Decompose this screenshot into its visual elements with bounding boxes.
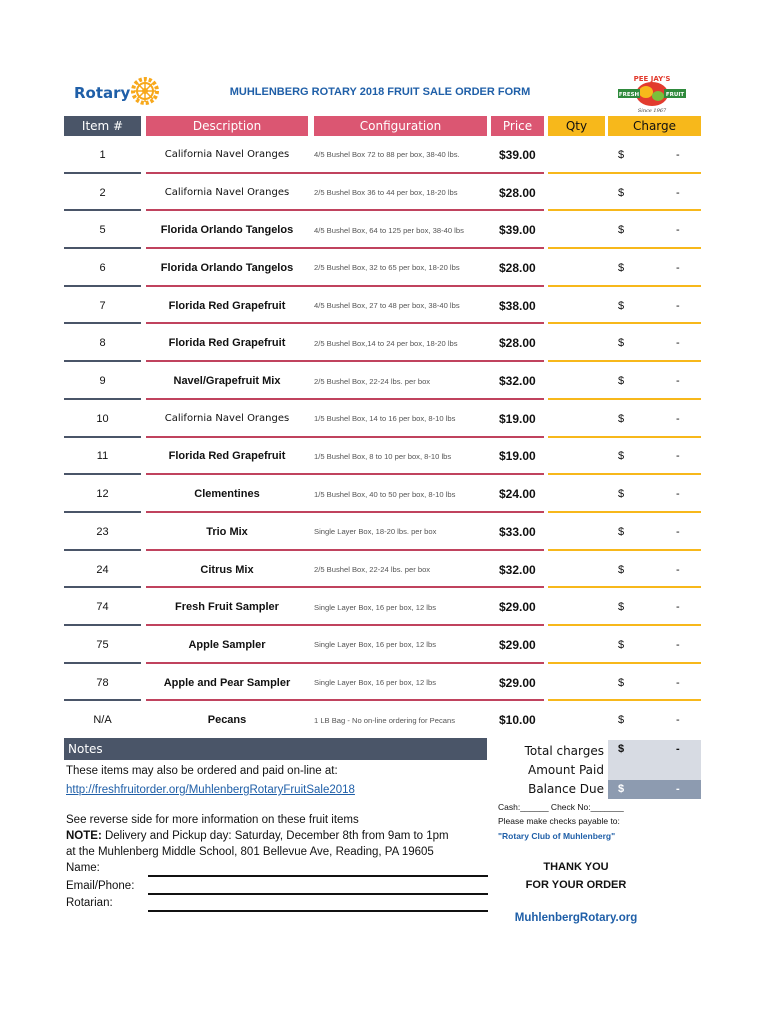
- qty-field[interactable]: [548, 664, 605, 702]
- pickup-location: at the Muhlenberg Middle School, 801 Bellevue Ave, Reading, PA 19605: [66, 846, 434, 858]
- qty-field[interactable]: [548, 211, 605, 249]
- header-configuration: Configuration: [314, 116, 487, 136]
- amount-paid-field[interactable]: [608, 760, 701, 779]
- qty-field[interactable]: [548, 588, 605, 626]
- qty-field[interactable]: [548, 400, 605, 438]
- item-description: Pecans: [207, 714, 247, 727]
- table-row: [0, 513, 770, 551]
- charge-currency: $: [618, 638, 625, 651]
- total-charges-label: Total charges: [524, 744, 604, 758]
- item-configuration: Single Layer Box, 18-20 lbs. per box: [314, 527, 437, 537]
- charge-value: -: [676, 337, 680, 350]
- header-description: Description: [146, 116, 308, 136]
- item-configuration: 1/5 Bushel Box, 14 to 16 per box, 8-10 lbs: [314, 414, 456, 424]
- item-number: N/A: [93, 714, 112, 727]
- item-description: Florida Red Grapefruit: [168, 450, 286, 463]
- table-row: [0, 136, 770, 174]
- charge-currency: $: [618, 186, 625, 199]
- charge-currency: $: [618, 601, 625, 614]
- qty-field[interactable]: [548, 174, 605, 212]
- charge-currency: $: [618, 714, 625, 727]
- table-row: [0, 362, 770, 400]
- total-currency: $: [618, 743, 625, 755]
- charge-value: -: [676, 299, 680, 312]
- header-item: Item #: [64, 116, 141, 136]
- item-description: Fresh Fruit Sampler: [175, 601, 279, 614]
- item-configuration: 4/5 Bushel Box 72 to 88 per box, 38-40 lbs.: [314, 150, 460, 160]
- charge-currency: $: [618, 563, 625, 576]
- reverse-side-note: See reverse side for more information on these fruit items: [66, 814, 359, 826]
- item-number: 7: [99, 299, 106, 312]
- item-price: $19.00: [499, 411, 536, 426]
- item-price: $32.00: [499, 562, 536, 577]
- item-description: Apple and Pear Sampler: [163, 676, 291, 689]
- table-row: [0, 249, 770, 287]
- charge-currency: $: [618, 261, 625, 274]
- qty-field[interactable]: [548, 362, 605, 400]
- table-row: [0, 438, 770, 476]
- brand-left-word: FRESH: [618, 92, 640, 98]
- charge-currency: $: [618, 676, 625, 689]
- item-description: Florida Orlando Tangelos: [160, 261, 294, 274]
- table-row: [0, 702, 770, 740]
- item-price: $38.00: [499, 298, 536, 313]
- charge-value: -: [676, 450, 680, 463]
- notes-heading: Notes: [64, 738, 487, 760]
- delivery-note: [66, 830, 449, 842]
- rotarian-field[interactable]: [148, 910, 488, 912]
- name-label: Name:: [66, 862, 100, 874]
- total-value: -: [676, 743, 680, 755]
- header-qty: Qty: [548, 116, 605, 136]
- online-note: These items may also be ordered and paid on-line at:: [66, 765, 338, 777]
- charge-currency: $: [618, 148, 625, 161]
- item-number: 5: [99, 224, 106, 237]
- item-description: Clementines: [194, 488, 260, 501]
- item-price: $33.00: [499, 524, 536, 539]
- table-row: [0, 551, 770, 589]
- email-phone-field[interactable]: [148, 893, 488, 895]
- cash-check-line: Cash:______ Check No:_______: [498, 802, 624, 812]
- table-row: [0, 588, 770, 626]
- item-number: 8: [99, 337, 106, 350]
- charge-currency: $: [618, 299, 625, 312]
- table-row: [0, 400, 770, 438]
- item-description: California Navel Oranges: [164, 149, 290, 161]
- brand-right-word: FRUIT: [665, 92, 685, 98]
- item-description: Florida Orlando Tangelos: [160, 224, 294, 237]
- item-configuration: 2/5 Bushel Box,14 to 24 per box, 18-20 lbs: [314, 338, 458, 348]
- item-price: $28.00: [499, 336, 536, 351]
- item-description: California Navel Oranges: [164, 413, 290, 425]
- note-label: NOTE:: [66, 830, 102, 842]
- item-configuration: 2/5 Bushel Box, 32 to 65 per box, 18-20 lbs: [314, 263, 460, 273]
- rotary-logo: [74, 76, 162, 112]
- email-phone-label: Email/Phone:: [66, 880, 135, 892]
- item-configuration: Single Layer Box, 16 per box, 12 lbs: [314, 678, 436, 688]
- website-link[interactable]: MuhlenbergRotary.org: [514, 912, 638, 924]
- charge-value: -: [676, 525, 680, 538]
- item-number: 78: [96, 676, 109, 689]
- thank-you-line2: FOR YOUR ORDER: [525, 879, 627, 891]
- table-row: [0, 211, 770, 249]
- item-description: Trio Mix: [206, 525, 248, 538]
- charge-value: -: [676, 488, 680, 501]
- item-price: $39.00: [499, 147, 536, 162]
- name-field[interactable]: [148, 875, 488, 877]
- charge-value: -: [676, 563, 680, 576]
- qty-field[interactable]: [548, 136, 605, 174]
- item-number: 2: [99, 186, 106, 199]
- charge-currency: $: [618, 224, 625, 237]
- charge-currency: $: [618, 375, 625, 388]
- item-number: 74: [96, 601, 109, 614]
- qty-field[interactable]: [548, 249, 605, 287]
- balance-due-label: Balance Due: [528, 782, 604, 796]
- item-price: $29.00: [499, 637, 536, 652]
- order-link[interactable]: http://freshfruitorder.org/MuhlenbergRotaryFruitSale2018: [66, 784, 355, 796]
- rotarian-label: Rotarian:: [66, 897, 113, 909]
- item-number: 9: [99, 375, 106, 388]
- item-number: 10: [96, 412, 109, 425]
- item-description: Apple Sampler: [188, 638, 266, 651]
- brand-name: PEE JAY'S: [633, 75, 671, 83]
- item-number: 23: [96, 525, 109, 538]
- item-number: 12: [96, 488, 109, 501]
- qty-field[interactable]: [548, 475, 605, 513]
- table-row: [0, 174, 770, 212]
- table-row: [0, 664, 770, 702]
- qty-field[interactable]: [548, 287, 605, 325]
- charge-value: -: [676, 375, 680, 388]
- table-row: [0, 287, 770, 325]
- qty-field[interactable]: [548, 702, 605, 740]
- item-price: $10.00: [499, 713, 536, 728]
- header-price: Price: [491, 116, 544, 136]
- qty-field[interactable]: [548, 513, 605, 551]
- header-charge: Charge: [608, 116, 701, 136]
- qty-field[interactable]: [548, 325, 605, 363]
- item-price: $24.00: [499, 487, 536, 502]
- balance-currency: $: [618, 783, 625, 795]
- table-row: [0, 475, 770, 513]
- item-description: Florida Red Grapefruit: [168, 337, 286, 350]
- item-configuration: 2/5 Bushel Box, 22-24 lbs. per box: [314, 376, 431, 386]
- qty-field[interactable]: [548, 626, 605, 664]
- item-price: $29.00: [499, 600, 536, 615]
- item-configuration: Single Layer Box, 16 per box, 12 lbs: [314, 640, 436, 650]
- item-configuration: 1/5 Bushel Box, 8 to 10 per box, 8-10 lbs: [314, 451, 452, 461]
- brand-logo: [616, 70, 688, 114]
- charge-currency: $: [618, 488, 625, 501]
- charge-currency: $: [618, 525, 625, 538]
- table-row: [0, 626, 770, 664]
- rotary-wheel-icon: [130, 76, 160, 106]
- amount-paid-label: Amount Paid: [528, 763, 604, 777]
- item-price: $29.00: [499, 675, 536, 690]
- brand-since: Since 1967: [637, 108, 667, 114]
- charge-value: -: [676, 186, 680, 199]
- item-configuration: 4/5 Bushel Box, 64 to 125 per box, 38-40 lbs: [314, 225, 464, 235]
- item-description: Citrus Mix: [200, 563, 254, 576]
- item-configuration: 4/5 Bushel Box, 27 to 48 per box, 38-40 lbs: [314, 301, 460, 311]
- payee-name: "Rotary Club of Muhlenberg": [498, 831, 616, 841]
- item-configuration: 1/5 Bushel Box, 40 to 50 per box, 8-10 lbs: [314, 489, 456, 499]
- item-configuration: 2/5 Bushel Box 36 to 44 per box, 18-20 lbs: [314, 188, 458, 198]
- charge-value: -: [676, 676, 680, 689]
- charge-value: -: [676, 261, 680, 274]
- note-text: Delivery and Pickup day: Saturday, December 8th from 9am to 1pm: [101, 830, 449, 842]
- item-number: 11: [96, 450, 109, 463]
- charge-currency: $: [618, 450, 625, 463]
- charge-value: -: [676, 412, 680, 425]
- form-title: MUHLENBERG ROTARY 2018 FRUIT SALE ORDER FORM: [229, 86, 531, 98]
- balance-value: -: [676, 783, 680, 795]
- item-price: $28.00: [499, 185, 536, 200]
- logo-text: Rotary: [74, 84, 131, 102]
- item-number: 6: [99, 261, 106, 274]
- item-price: $28.00: [499, 260, 536, 275]
- item-price: $32.00: [499, 374, 536, 389]
- charge-value: -: [676, 638, 680, 651]
- charge-currency: $: [618, 337, 625, 350]
- charge-currency: $: [618, 412, 625, 425]
- charge-value: -: [676, 224, 680, 237]
- thank-you-line1: THANK YOU: [543, 861, 609, 873]
- payable-note: Please make checks payable to:: [498, 816, 620, 826]
- charge-value: -: [676, 714, 680, 727]
- qty-field[interactable]: [548, 551, 605, 589]
- item-price: $39.00: [499, 223, 536, 238]
- item-number: 1: [99, 148, 106, 161]
- item-number: 75: [96, 638, 109, 651]
- table-row: [0, 325, 770, 363]
- qty-field[interactable]: [548, 438, 605, 476]
- item-description: Florida Red Grapefruit: [168, 299, 286, 312]
- charge-value: -: [676, 601, 680, 614]
- charge-value: -: [676, 148, 680, 161]
- item-description: Navel/Grapefruit Mix: [173, 375, 281, 388]
- item-configuration: Single Layer Box, 16 per box, 12 lbs: [314, 602, 436, 612]
- item-configuration: 2/5 Bushel Box, 22-24 lbs. per box: [314, 565, 431, 575]
- item-price: $19.00: [499, 449, 536, 464]
- item-configuration: 1 LB Bag - No on-line ordering for Pecans: [314, 715, 455, 725]
- item-number: 24: [96, 563, 109, 576]
- item-description: California Navel Oranges: [164, 187, 290, 199]
